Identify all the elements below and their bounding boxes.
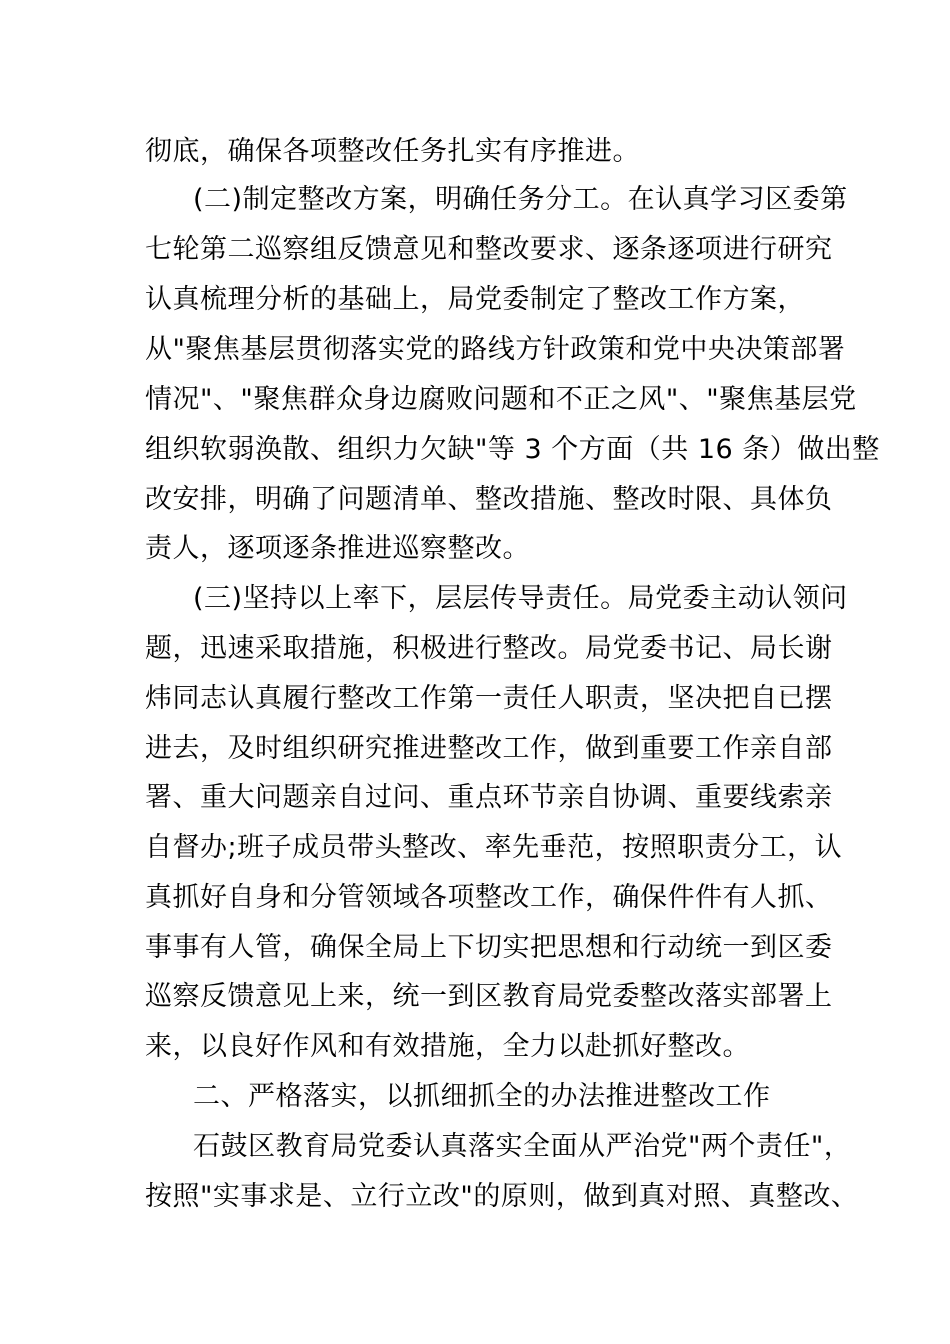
text-line: 按照"实事求是、立行立改"的原则，做到真对照、真整改、 bbox=[145, 1181, 859, 1212]
section-heading: 二、严格落实，以抓细抓全的办法推进整改工作 bbox=[193, 1081, 771, 1112]
text-line: (二)制定整改方案，明确任务分工。在认真学习区委第 bbox=[193, 184, 848, 215]
text-line: 改安排，明确了问题清单、整改措施、整改时限、具体负 bbox=[145, 484, 833, 515]
text-line: 题，迅速采取措施，积极进行整改。局党委书记、局长谢 bbox=[145, 633, 833, 664]
text-line: 石鼓区教育局党委认真落实全面从严治党"两个责任"， bbox=[193, 1131, 852, 1162]
text-line: 炜同志认真履行整改工作第一责任人职责，坚决把自已摆 bbox=[145, 683, 833, 714]
text-line: 彻底，确保各项整改任务扎实有序推进。 bbox=[145, 136, 640, 167]
text-line: 认真梳理分析的基础上，局党委制定了整改工作方案， bbox=[145, 284, 805, 315]
text-line: 责人，逐项逐条推进巡察整改。 bbox=[145, 533, 530, 564]
text-line: 来，以良好作风和有效措施，全力以赴抓好整改。 bbox=[145, 1031, 750, 1062]
text-line: 事事有人管，确保全局上下切实把思想和行动统一到区委 bbox=[145, 932, 833, 963]
text-line: 组织软弱涣散、组织力欠缺"等 3 个方面（共 16 条）做出整 bbox=[145, 434, 880, 465]
text-line: 真抓好自身和分管领域各项整改工作，确保件件有人抓、 bbox=[145, 882, 833, 913]
text-line: 署、重大问题亲自过问、重点环节亲自协调、重要线索亲 bbox=[145, 782, 833, 813]
text-line: 情况"、"聚焦群众身边腐败问题和不正之风"、"聚焦基层党 bbox=[145, 384, 857, 415]
text-line: (三)坚持以上率下，层层传导责任。局党委主动认领问 bbox=[193, 583, 848, 614]
text-line: 七轮第二巡察组反馈意见和整改要求、逐条逐项进行研究 bbox=[145, 234, 833, 265]
text-line: 从"聚焦基层贯彻落实党的路线方针政策和党中央决策部署 bbox=[145, 334, 846, 365]
text-line: 进去，及时组织研究推进整改工作，做到重要工作亲自部 bbox=[145, 733, 833, 764]
text-line: 自督办;班子成员带头整改、率先垂范，按照职责分工，认 bbox=[145, 832, 843, 863]
text-line: 巡察反馈意见上来，统一到区教育局党委整改落实部署上 bbox=[145, 981, 833, 1012]
